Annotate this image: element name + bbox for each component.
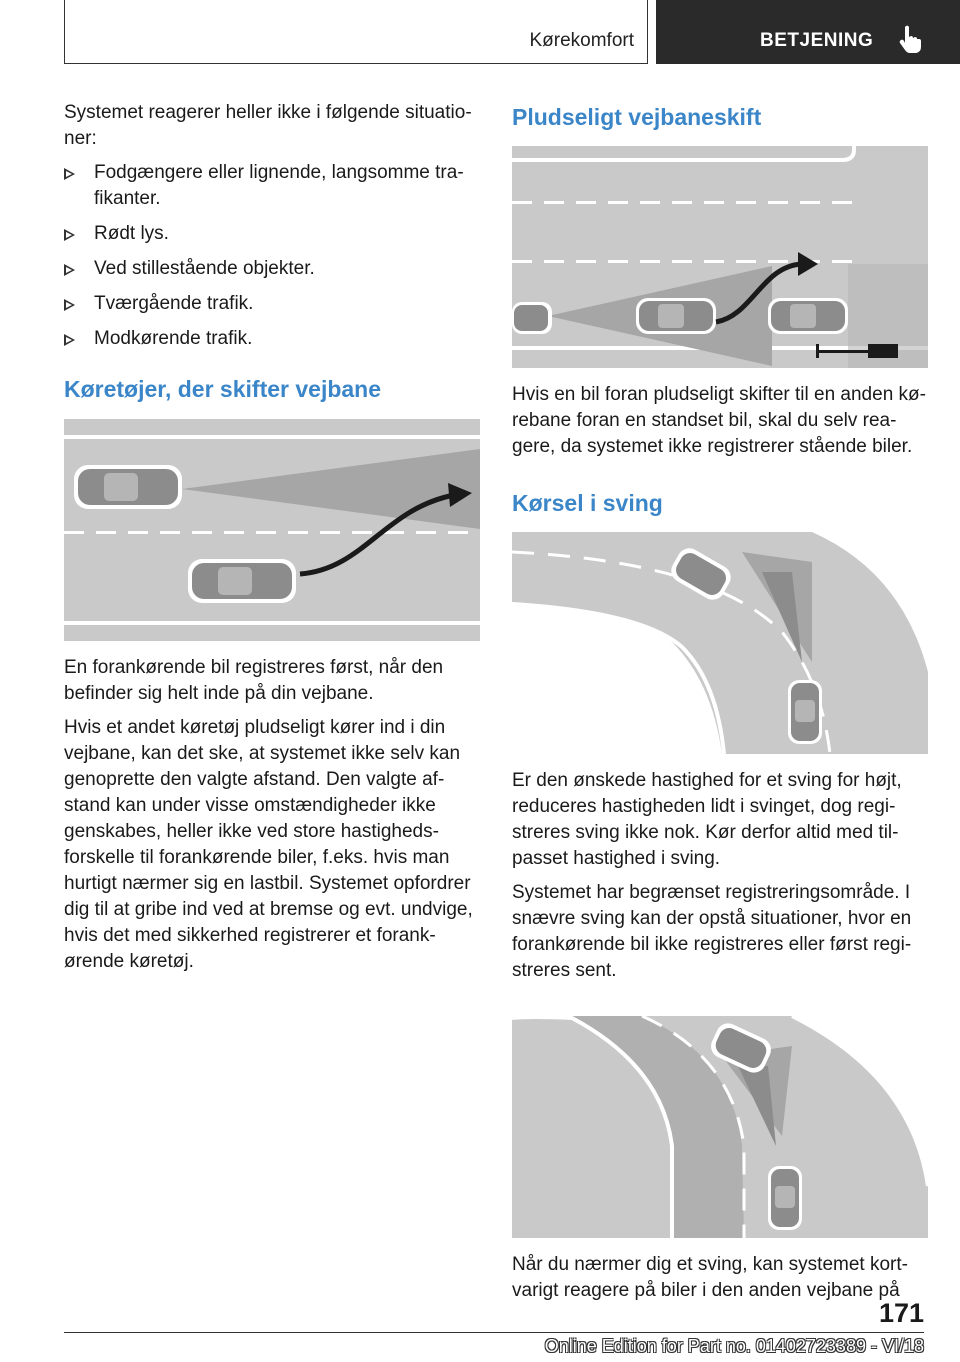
triangle-bullet-icon [64, 264, 75, 276]
curve-driving-text-3: Når du nærmer dig et sving, kan systemet kortvarigt reagere på biler i den anden vejbane på [512, 1254, 908, 1301]
header-section-title: Kørekomfort [529, 30, 634, 51]
triangle-bullet-icon [64, 168, 75, 180]
hand-pointer-icon [896, 24, 924, 54]
lane-change-text-1: En forankørende bil registreres først, når den befinder sig helt inde på din vejbane. [64, 657, 444, 704]
figure-lane-change-vehicles [64, 419, 480, 641]
sudden-lane-change-text: Hvis en bil foran pludseligt skifter til en anden kørebane foran en standset bil, skal du selv reagere, da systemet ikke registrerer stående biler. [512, 384, 926, 457]
footer-rule [64, 1332, 924, 1333]
curve-driving-text-1: Er den ønskede hastighed for et sving for højt, reduceres hastigheden lidt i svinget, dog registreres sving ikke nok. Kør derfor altid med tilpasset hastighed i sving. [512, 770, 902, 869]
section-heading-curve-driving: Kørsel i sving [512, 490, 663, 516]
curve-driving-text-2: Systemet har begrænset registreringsområde. I snævre sving kan der opstå situationer, hvor en forankørende bil ikke registreres eller først registreres sent. [512, 882, 912, 981]
section-heading-sudden-lane-change: Pludseligt vejbaneskift [512, 104, 762, 130]
lane-change-text-2: Hvis et andet køretøj pludseligt kører ind i din vejbane, kan det ske, at systemet ikke selv kan genoprette den valgte afstand. Den valgte afstand kan under visse omstændigheder ikke genskabes, heller ikke ved store hastighedsforskelle til forankørende biler, f.eks. hvis man hurtigt nærmer sig en lastbil. Systemet opfordrer dig til at gribe ind ved at bremse og evt. undvige, hvis det med sikkerhed registrerer et forankørende køretøj. [64, 717, 473, 972]
triangle-bullet-icon [64, 334, 75, 346]
list-item: Tværgående trafik. [64, 291, 482, 317]
list-item: Rødt lys. [64, 221, 482, 247]
situation-list [64, 160, 482, 352]
triangle-bullet-icon [64, 299, 75, 311]
figure-sudden-lane-change [512, 146, 928, 368]
header-chapter-tab [656, 0, 960, 64]
intro-text: Systemet reagerer heller ikke i følgende situationer: [64, 102, 472, 149]
header-chapter-title: BETJENING [760, 30, 874, 51]
page-number: 171 [878, 1298, 924, 1328]
list-item: Modkørende trafik. [64, 326, 482, 352]
list-item: Fodgængere eller lignende, langsomme trafikanter. [64, 160, 482, 212]
left-column [64, 100, 482, 983]
footer-edition: Online Edition for Part no. 01402723389 - VI/18 [544, 1336, 924, 1356]
triangle-bullet-icon [64, 229, 75, 241]
right-column [512, 100, 932, 1312]
list-item: Ved stillestående objekter. [64, 256, 482, 282]
figure-curve-driving-1 [512, 532, 928, 754]
section-heading-lane-change: Køretøjer, der skifter vejbane [64, 376, 382, 402]
figure-curve-driving-2 [512, 1016, 928, 1238]
